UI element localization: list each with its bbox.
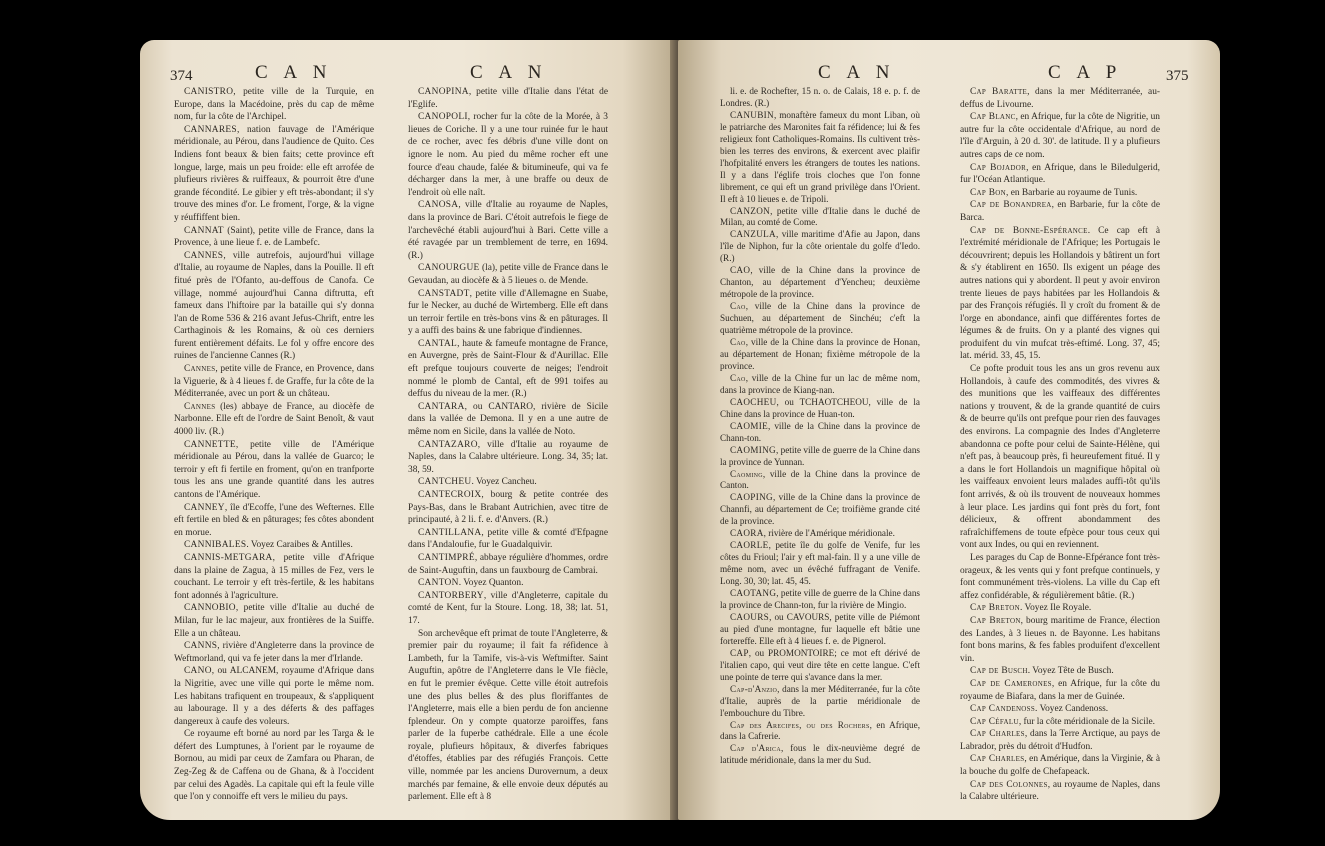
entry-text: , rocher fur la côte de la Morée, à 3 lieues de Coriche. Il y a une tour ruinée fur le haut de ce rocher, avec fes débris d'une ville dont on ignore le nom. Au pied du même rocher eft une fource d'eau chaude, falée & bitumineufe, qui va fe décharger dans la mer, à une braffe ou deux de l'endroit où elle naît. [408, 112, 608, 198]
dictionary-entry [720, 265, 920, 301]
entry-headword: CANOURGUE [418, 263, 480, 274]
dictionary-entry [408, 262, 608, 287]
dictionary-entry [960, 199, 1160, 224]
dictionary-entry [408, 476, 608, 489]
entry-text: , en Barbarie, fur la côte de Barca. [960, 200, 1160, 223]
entry-headword: Cap Céfalu [970, 716, 1019, 727]
entry-text: (Saint), petite ville de France, dans la Provence, à une lieue f. e. de Lambefc. [174, 225, 374, 249]
dictionary-entry [408, 628, 608, 804]
entry-headword: Cap Charles [970, 729, 1025, 740]
entry-text: , en Afrique, fur la côte du royaume de Biafara, dans la mer de Guinée. [960, 678, 1160, 702]
dictionary-entry [960, 615, 1160, 665]
dictionary-entry [960, 678, 1160, 703]
entry-headword: CANTARA [418, 401, 465, 412]
entry-text: , petite ville & comté d'Efpagne dans l'Andaloufie, fur le Guadalquivir. [408, 527, 608, 551]
entry-text: , petite ville d'Afrique dans la plaine de Zagua, à 15 milles de Fez, vers le couchant. Le terroir y eft très-fertile, & les habitans font adonnés à l'agriculture. [174, 552, 374, 601]
dictionary-entry [720, 110, 920, 206]
entry-headword: CAOMING [730, 444, 776, 455]
entry-text: . Voyez Ile Royale. [1020, 603, 1092, 614]
entry-headword: CAOTANG [730, 588, 777, 599]
entry-headword: Cap des Colonnes [970, 779, 1048, 790]
entry-text: , île d'Ecoffe, l'une des Wefternes. Elle eft fertile en bled & en pâturages; fes côtes abondent en morue. [174, 502, 374, 538]
dictionary-entry [720, 206, 920, 230]
dictionary-entry [720, 373, 920, 397]
dictionary-entry [720, 469, 920, 493]
entry-text: , au royaume de Naples, dans la Calabre ultérieure. [960, 779, 1160, 803]
entry-headword: CANTORBERY [418, 590, 484, 601]
dictionary-entry [960, 703, 1160, 716]
dictionary-entry [960, 602, 1160, 615]
entry-text: , petite ville de guerre de la Chine dans la province de Yunnan. [720, 444, 920, 467]
entry-headword: Cap de Busch [970, 666, 1028, 677]
entry-text: , petite ville d'Italie au duché de Milan, fur le lac majeur, aux frontières de la Suiffe. Elle a un château. [174, 603, 374, 639]
entry-headword: CANTCHEU [418, 477, 472, 488]
entry-headword: Cap de Bonne-Espérance [970, 225, 1088, 236]
dictionary-entry [960, 86, 1160, 111]
entry-headword: Cannes [184, 401, 216, 412]
entry-headword: CANTAL [418, 338, 458, 349]
entry-headword: Cao [730, 301, 746, 312]
dictionary-entry [174, 401, 374, 439]
dictionary-entry [960, 363, 1160, 552]
entry-headword: CANO [184, 666, 212, 677]
dictionary-entry [408, 577, 608, 590]
entry-headword: Cap Breton [970, 603, 1021, 614]
dictionary-entry [174, 250, 374, 363]
dictionary-entry [720, 612, 920, 648]
entry-text: , ville de la Chine dans la province de Channfi, au département de Ce; troifième grande cité de la province. [720, 492, 920, 527]
dictionary-entry [720, 743, 920, 767]
entry-text: , petite ville de l'Amérique méridionale au Pérou, dans la vallée de Guarco; le terroir y eft fi fertile en froment, qu'on en tranfporte tous les ans une grande quantité dans les autres cantons de l'Amérique. [174, 439, 374, 500]
dictionary-entry [960, 187, 1160, 200]
entry-headword: CANOPINA [418, 87, 469, 97]
entry-text: . Voyez Caraibes & Antilles. [246, 540, 353, 551]
entry-headword: CANISTRO [184, 87, 234, 97]
entry-headword: Cap Candenoss [970, 704, 1036, 715]
dictionary-entry [960, 225, 1160, 364]
entry-text: . Voyez Candenoss. [1035, 704, 1109, 715]
dictionary-entry [408, 111, 608, 199]
entry-headword: Cao [730, 372, 746, 383]
entry-headword: CANUBIN [730, 109, 774, 120]
dictionary-entry [960, 716, 1160, 729]
text-column [960, 86, 1160, 804]
entry-text: , petite ville d'Italie dans l'état de l'Eglife. [408, 87, 608, 110]
dictionary-entry [174, 552, 374, 602]
entry-text: , monaftère fameux du mont Liban, où le patriarche des Maronites fait fa réfidence; lui & fes religieux font Catholiques-Romains. Ils cultivent très-bien les terres des environs, & exercent avec plaifir l'hofpitalité envers les étrangers de toutes les nations. Il y a dans l'églife trois cloches que l'on fonne librement, ce qui eft un grand privilège dans l'Orient. Il eft à 10 lieues e. de Tripoli. [720, 109, 920, 204]
entry-text: , dans la mer Méditerranée, au-deffus de Livourne. [960, 87, 1161, 110]
dictionary-entry [408, 590, 608, 628]
entry-text: , ou TCHAOTCHEOU, ville de la Chine dans la province de Huan-ton. [720, 396, 920, 419]
entry-text: (la), petite ville de France dans le Gevaudan, au diocèfe & à 5 lieues o. de Mende. [408, 263, 608, 286]
entry-text: , ou CAVOURS, petite ville de Piémont au pied d'une montagne, fur laquelle eft bâtie une fortereffe. Elle eft à 4 lieues f. e. de Pignerol. [720, 611, 920, 646]
entry-text: , en Afrique, dans le Biledulgerid, fur l'Océan Atlantique. [960, 162, 1160, 186]
entry-headword: CAOPING [730, 492, 773, 503]
dictionary-entry [720, 301, 920, 337]
entry-text: , ville de la Chine dans la province de Suchuen, au département de Sinchéu; c'eft la quatrième métropole de la province. [720, 301, 920, 336]
dictionary-entry [720, 528, 920, 540]
entry-headword: Cap de Camerones [970, 678, 1052, 689]
right-page [678, 40, 1220, 820]
entry-headword: CAORA [730, 528, 764, 539]
entry-text: , petite ville de la Turquie, en Europe, dans la Macédoine, près du cap de même nom, fur la côte de l'Archipel. [174, 87, 374, 123]
entry-text: , bourg maritime de France, élection des Landes, à 3 lieues n. de Bayonne. Les habitans font bons marins, & fes fables produifent d'excellent vin. [960, 615, 1160, 664]
dictionary-entry [408, 199, 608, 262]
entry-headword: Cannes [184, 364, 216, 375]
entry-headword: CANOPOLI [418, 112, 468, 123]
dictionary-entry [960, 665, 1160, 678]
entry-headword: Cap Blanc [970, 112, 1016, 123]
dictionary-entry [720, 720, 920, 744]
entry-headword: CANZON [730, 205, 771, 216]
entry-text: , ville d'Italie au royaume de Naples, dans la province de Bari. C'étoit autrefois le fiege de l'archevêché établi aujourd'hui à Bari. Cette ville a été ravagée par un tremblement de terre, en 1694. (R.) [408, 200, 608, 261]
entry-text: , bourg & petite contrée des Pays-Bas, dans le Brabant Autrichien, avec titre de principauté, à 2 li. f. e. d'Anvers. (R.) [408, 490, 608, 526]
entry-headword: CANNS [184, 641, 218, 652]
dictionary-entry [960, 728, 1160, 753]
entry-headword: CANTAZARO [418, 439, 478, 450]
entry-headword: Cap d'Arica [730, 743, 781, 754]
entry-text: , rivière de l'Amérique méridionale. [763, 528, 895, 539]
entry-text: , fur la côte méridionale de la Sicile. [1018, 716, 1155, 727]
text-column [720, 86, 920, 767]
entry-text: , ville autrefois, aujourd'hui village d'Italie, au royaume de Naples, dans la Pouille. Il eft fitué près de l'Ofanto, au-deffous de Canofa. Ce village, nommé aujourd'hui Canna diftrutta, eft fameux dans l'hiftoire par la bataille qui s'y donna l'an de Rome 536 & 216 avant Jefus-Chrift, entre les Carthaginois & les Romains, & où ces derniers furent entièrement défaits. Le fol y offre encore des ruines de l'ancienne Cannes (R.) [174, 250, 374, 362]
entry-text: , ville de la Chine dans la province de Canton. [720, 468, 920, 491]
page-number: 375 [1166, 68, 1189, 84]
dictionary-entry [720, 337, 920, 373]
page-number: 374 [170, 68, 193, 84]
entry-text: . Voyez Quanton. [458, 578, 524, 589]
entry-text: , en Amérique, dans la Virginie, & à la bouche du golfe de Chefapeack. [960, 754, 1160, 778]
entry-text: , en Afrique, fur la côte de Nigritie, un autre fur la côte occidentale d'Afrique, au nord de l'île d'Arguin, à 20 d. 30'. de latitude. Il y a plufieurs autres caps de ce nom. [960, 112, 1160, 160]
dictionary-entry [174, 225, 374, 250]
entry-headword: CAORLE [730, 540, 769, 551]
entry-headword: CAOCHEU [730, 396, 777, 407]
entry-headword: CANOSA [418, 200, 459, 211]
entry-headword: CANNES [184, 250, 224, 261]
entry-text: , ville de la Chine dans la province de Honan, au département de Honan; fixième métropole de la province. [720, 337, 920, 371]
entry-headword: Cap Bon [970, 187, 1007, 198]
entry-headword: CANTECROIX [418, 490, 482, 500]
dictionary-entry [408, 338, 608, 401]
entry-text: , dans la Terre Arctique, au pays de Labrador, près du détroit d'Hudfon. [960, 729, 1160, 752]
dictionary-entry [174, 124, 374, 225]
entry-headword: Cap Baratte [970, 87, 1028, 97]
dictionary-entry [720, 588, 920, 612]
text-column [174, 86, 374, 804]
entry-headword: Cap Charles [970, 754, 1025, 765]
running-header: C A N [255, 62, 333, 83]
entry-headword: CANNIBALES [184, 540, 247, 551]
entry-headword: CAO [730, 265, 751, 276]
entry-text: , petite ville d'Allemagne en Suabe, fur le Necker, au duché de Wirtemberg. Elle eft dans un terroir fertile en très-bons vins & en pâturages. Il y a auffi des bains & une fabrique d'indiennes. [408, 288, 608, 337]
dictionary-entry [174, 665, 374, 728]
entry-headword: CAP [730, 647, 749, 658]
dictionary-entry [408, 86, 608, 111]
entry-text: , ou CANTARO, rivière de Sicile dans la vallée de Demona. Il y en a une autre de même nom en Sicile, dans la vallée de Noto. [408, 401, 608, 438]
entry-text: Son archevêque eft primat de toute l'Angleterre, & premier pair du royaume; il fait fa réfidence à Lambeth, fur la Tamife, vis-à-vis Weftmifter. Saint Auguftin, apôtre de l'Angleterre dans le VIe fiècle, en fut le premier évêque. Cette ville étoit autrefois une des plus belles & des plus floriffantes de l'Angleterre, mais elle a bien perdu de fon ancienne fplendeur. On y compte quatorze paroiffes, fans parler de la fuperbe cathédrale. Elle a une école royale, plufieurs hôpitaux, & diverfes fabriques d'étoffes, établies par des réfugiés François. Cette ville, nommée par les anciens Durovernum, a deux marchés par femaine, & elle envoie deux députés au parlement. Elle eft à 8 [408, 628, 608, 803]
dictionary-entry [720, 397, 920, 421]
dictionary-entry [408, 439, 608, 477]
dictionary-entry [174, 602, 374, 640]
entry-text: . Voyez Tête de Busch. [1027, 666, 1114, 677]
dictionary-entry [720, 648, 920, 684]
dictionary-entry [720, 492, 920, 528]
entry-text: , ville d'Angleterre, capitale du comté de Kent, fur la Stoure. Long. 18, 38; lat. 51, 17. [408, 590, 608, 626]
dictionary-entry [408, 288, 608, 338]
entry-text: , abbaye régulière d'hommes, ordre de Saint-Auguftin, dans un fauxbourg de Cambrai. [408, 552, 608, 576]
entry-headword: Cap-d'Anzio [730, 683, 778, 694]
entry-text: , fous le dix-neuvième degré de latitude méridionale, dans la mer du Sud. [720, 743, 920, 766]
entry-text: li. e. de Rochefter, 15 n. o. de Calais, 18 e. p. f. de Londres. (R.) [720, 86, 920, 108]
entry-headword: Cap Bojador [970, 162, 1027, 173]
dictionary-entry [174, 728, 374, 804]
entry-headword: CANNARES [184, 124, 237, 135]
running-header: C A N [818, 62, 896, 83]
text-column [408, 86, 608, 804]
dictionary-entry [174, 363, 374, 401]
entry-text: Ce pofte produit tous les ans un gros revenu aux Hollandois, à caufe des commodités, des vivres & des munitions que les vaiffeaux des différentes nations y trouvent, & de la grande quantité de cuirs & de beurre qu'ils ont prefque pour rien des fauvages des environs. La compagnie des Indes d'Angleterre abandonna ce pofte pour celui de Sainte-Hélène, qui n'eft pas, à beaucoup près, fi heureufement fitué. Il y a dans le fort Hollandois un magnifique hôpital où les vaiffeaux envoient leurs malades auffi-tôt qu'ils font arrivés, & où ils trouvent de nouveaux hommes à leur place. Les jardins qui font près du fort, font délicieux, & offrent abondamment des rafraîchiffemens de toute efpèce pour tous ceux qui vont aux Indes, ou qui en reviennent. [960, 364, 1160, 551]
open-book [140, 40, 1220, 820]
entry-headword: CAOURS [730, 611, 770, 622]
entry-headword: CANSTADT [418, 288, 470, 299]
dictionary-entry [720, 445, 920, 469]
left-page [140, 40, 676, 820]
entry-headword: Cap Breton [970, 615, 1021, 626]
dictionary-entry [720, 540, 920, 588]
dictionary-entry [960, 779, 1160, 804]
entry-headword: CANTILLANA [418, 527, 482, 538]
entry-text: , petite ville de France, en Provence, dans la Viguerie, & à 4 lieues f. de Graffe, fur la côte de la Méditerranée, avec un port & un château. [174, 364, 374, 400]
entry-text: , ville de la Chine dans la province de Chanton, au département d'Yencheu; deuxième métropole de la province. [720, 265, 920, 300]
dictionary-entry [960, 552, 1160, 602]
dictionary-entry [960, 111, 1160, 161]
entry-text: , rivière d'Angleterre dans la province de Weftmorland, qui va fe jeter dans la mer d'Irlande. [174, 641, 374, 664]
entry-headword: Cap des Arecifes, ou des Rochers [730, 719, 870, 730]
entry-text: , petite île du golfe de Venife, fur les côtes du Frioul; l'air y eft mal-fain. Il y a une ville de même nom, avec un évêché fuffragant de Venife. Long. 30, 30; lat. 45, 45. [720, 540, 920, 587]
entry-headword: Cap de Bonandrea [970, 200, 1052, 211]
dictionary-entry [720, 86, 920, 110]
running-header: C A N [470, 62, 548, 83]
entry-headword: CANTON [418, 578, 459, 589]
entry-text: , nation fauvage de l'Amérique méridionale, au Pérou, dans l'audience de Quito. Ces Indiens font beaux & bien faits; cette province eft longue, large, mais un peu froide: elle eft arrofée de plufieurs rivières & ruiffeaux, & pourroit être d'une grande fécondité. Le gibier y eft très-abondant; il s'y trouve des mines d'or. Le froment, l'orge, & la vigne y réuffiffent bien. [174, 124, 374, 223]
entry-text: , ville d'Italie au royaume de Naples, dans la Calabre ultérieure. Long. 34, 35; lat. 38, 59. [408, 439, 608, 475]
running-header: C A P [1048, 62, 1123, 83]
entry-text: Ce royaume eft borné au nord par les Targa & le défert des Lumptunes, à l'orient par le royaume de Bornou, au midi par ceux de Zamfara ou Pharan, de Zeg-Zeg & de Caffena ou de Ghana, & à l'occident par celui des Agadès. La capitale qui eft la feule ville que l'on y connoiffe eft vers le milieu du pays. [174, 729, 374, 803]
dictionary-entry [174, 640, 374, 665]
entry-text: , ville de la Chine fur un lac de même nom, dans la province de Kiang-nan. [720, 372, 920, 395]
entry-headword: CANNOBIO [184, 603, 236, 614]
entry-headword: Cao [730, 337, 746, 348]
dictionary-entry [960, 753, 1160, 778]
entry-text: , en Barbarie au royaume de Tunis. [1006, 187, 1138, 198]
dictionary-entry [174, 86, 374, 124]
entry-text: , ou ALCANEM, royaume d'Afrique dans la Nigritie, avec une ville qui porte le même nom. Les habitans trafiquent en troupeaux, & s'appliquent au labourage. Il y a des déferts & des paffages dangereux à caufe des voleurs. [174, 666, 374, 727]
dictionary-entry [408, 527, 608, 552]
entry-text: . Voyez Cancheu. [471, 477, 537, 488]
dictionary-entry [174, 502, 374, 540]
entry-headword: CAOMIE [730, 420, 769, 431]
entry-text: , petite ville d'Italie dans le duché de Milan, au comté de Come. [720, 205, 920, 228]
entry-text: , ville maritime d'Afie au Japon, dans l'île de Niphon, fur la côte orientale du golfe d'Iedo. (R.) [720, 229, 920, 264]
entry-text: , ou PROMONTOIRE; ce mot eft dérivé de l'italien capo, qui veut dire tête en cette langue. C'eft une pointe de terre qui s'avance dans la mer. [720, 647, 920, 682]
dictionary-entry [720, 421, 920, 445]
entry-text: (les) abbaye de France, au diocèfe de Narbonne. Elle eft de l'ordre de Saint Benoît, & vaut 4000 liv. (R.) [174, 401, 374, 438]
entry-text: , ville de la Chine dans la province de Chann-ton. [720, 420, 920, 443]
entry-headword: CANNAT [184, 225, 224, 236]
entry-headword: Caoming [730, 468, 763, 479]
entry-headword: CANNEY [184, 502, 225, 513]
entry-text: . Ce cap eft à l'extrémité méridionale de l'Afrique; les Portugais le découvrirent; depuis les Hollandois y bâtirent un fort & s'y établirent en 1650. Ils exigent un péage des autres nations qui y abordent. Il peut y avoir environ trente lieues de pays habitées par les Hollandois & par des François réfugiés. Il y croît du froment & de l'orge en abondance, ainfi que différentes fortes de légumes & de fruits. On y a planté des vignes qui produifent du vin mufcat très-eftimé. Long. 37, 45; lat. mérid. 33, 45, 15. [960, 225, 1160, 362]
entry-text: , dans la mer Méditerranée, fur la côte d'Italie, auprès de la partie méridionale de l'embouchure du Tibre. [720, 683, 920, 718]
entry-text: , haute & fameufe montagne de France, en Auvergne, près de Saint-Flour & d'Aurillac. Elle eft prefque toujours couverte de neiges; l'endroit nommé le plomb de Cantal, eft de 991 toifes au deffus du niveau de la mer. (R.) [408, 338, 608, 400]
entry-text: , petite ville de guerre de la Chine dans la province de Chann-ton, fur la rivière de Mingio. [720, 588, 920, 610]
dictionary-entry [408, 401, 608, 439]
dictionary-entry [174, 539, 374, 552]
dictionary-entry [408, 489, 608, 527]
entry-headword: CANZULA [730, 229, 776, 240]
dictionary-entry [720, 229, 920, 265]
entry-headword: CANNIS-METGARA [184, 552, 273, 563]
dictionary-entry [174, 439, 374, 502]
entry-text: , en Afrique, dans la Cafrerie. [720, 719, 920, 742]
dictionary-entry [408, 552, 608, 577]
entry-headword: CANNETTE [184, 439, 236, 450]
dictionary-entry [720, 684, 920, 720]
dictionary-entry [960, 162, 1160, 187]
entry-text: Les parages du Cap de Bonne-Efpérance font très-orageux, & les vents qui y font prefque continuels, y font communément très-violens. La ville du Cap eft affez confidérable, & régulièrement bâtie. (R.) [960, 552, 1160, 601]
entry-headword: CANTIMPRÉ [418, 552, 475, 563]
